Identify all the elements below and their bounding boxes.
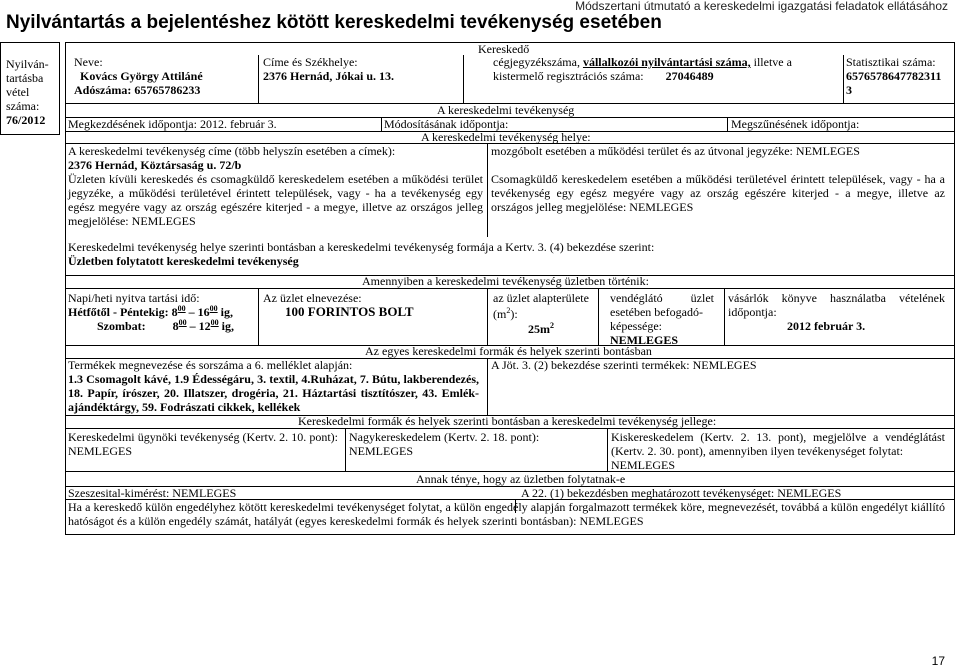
mail-order-text: Csomagküldő kereskedelem esetében a működési területével érintett települések, vagy - ha a tevékenység egy egész megyére vagy az ország egészére kiterjed - a megye, illetve az országos jelleg megjelölése: NEMLEGES	[491, 172, 945, 214]
page-number: 17	[931, 654, 945, 668]
merchant-address: 2376 Hernád, Jókai u. 13.	[263, 69, 395, 83]
retail-activity: Kiskereskedelem (Kertv. 2. 13. pont), megjelölve a vendéglátást (Kertv. 2. 30. pont), amennyiben ilyen tevékenységet folytat: NEMLEGES	[611, 430, 945, 472]
shop-name: 100 FORINTOS BOLT	[285, 304, 414, 319]
document-subtitle: Módszertani útmutató a kereskedelmi igazgatási feladatok ellátásához	[575, 0, 948, 13]
location-address-label: A kereskedelmi tevékenység címe (több helyszín esetében a címek):	[68, 144, 396, 158]
shop-area-value: $25m^2$	[528, 321, 554, 336]
shop-section-title: Amennyiben a kereskedelmi tevékenység üzletben történik:	[362, 274, 649, 288]
agent-activity: Kereskedelmi ügynöki tevékenység (Kertv. 2. 10. pont): NEMLEGES	[68, 430, 338, 458]
document-title: Nyilvántartás a bejelentéshez kötött kereskedelmi tevékenység esetében	[6, 12, 662, 33]
shop-area-label: az üzlet alapterülete $(m^2)$:	[493, 291, 589, 321]
activity-form-value: Üzletben folytatott kereskedelmi tevékenység	[68, 254, 299, 268]
wholesale-activity: Nagykereskedelem (Kertv. 2. 18. pont): NEMLEGES	[349, 430, 540, 458]
activity-end-label: Megszűnésének időpontja:	[731, 117, 860, 131]
mobile-shop-route: mozgóbolt esetében a működési terület és az útvonal jegyzéke: NEMLEGES	[491, 144, 860, 158]
location-section-title: A kereskedelmi tevékenység helye:	[421, 130, 591, 144]
catering-capacity-value: NEMLEGES	[610, 333, 679, 347]
special-permit-text: Ha a kereskedő külön engedélyhez kötött kereskedelmi tevékenységet folytat, a külön engedély alapján forgalmazott termékek köre, megnevezését, továbbá a külön engedélyt kiállító hatóságot és a külön engedély számát, hatályát (egyes kereskedelmi formák és helyek szerinti bontásban): NEMLEGES	[68, 500, 945, 528]
stat-number: 6576578647782311 3	[846, 69, 942, 97]
merchant-tax: Adószáma: 65765786233	[74, 83, 201, 97]
opening-hours-saturday: Szombat: $8^{00} - 12^{00}$ ig,	[97, 318, 235, 333]
registry-number: 76/2012	[6, 113, 46, 127]
complaint-book-label: vásárlók könyve használatba vételének időpontja:	[728, 291, 945, 319]
location-address: 2376 Hernád, Köztársaság u. 72/b	[68, 158, 242, 172]
opening-hours-label: Napi/heti nyitva tartási idő:	[68, 291, 200, 305]
registry-label: Nyilván- tartásba vétel száma: 76/2012	[6, 57, 49, 127]
stat-label: Statisztikai száma:	[846, 55, 936, 69]
activity-start: Megkezdésének időpontja: 2012. február 3.	[68, 117, 277, 131]
product-list: 1.3 Csomagolt kávé, 1.9 Édességáru, 3. textil, 4.Ruházat, 7. Bútu, lakberendezés, 18. Papír, írószer, 20. Illatszer, drogéria, 21. Háztartási tisztítószer, 43. Emlék- ajándéktárgy, 59. Fodrászati cikkek, kellékek	[68, 372, 479, 414]
alcohol-section-title: Annak ténye, hogy az üzletben folytatnak-e	[416, 472, 626, 486]
spirits-serving: Szeszesital-kimérést: NEMLEGES	[68, 486, 237, 500]
merchant-name: Kovács György Attiláné	[80, 69, 203, 83]
merchant-address-label: Címe és Székhelye:	[263, 55, 358, 69]
products-section-title: Az egyes kereskedelmi formák és helyek szerinti bontásban	[365, 344, 652, 358]
activity-section-title: A kereskedelmi tevékenység	[437, 103, 575, 117]
a22-activity: A 22. (1) bekezdésben meghatározott tevékenységet: NEMLEGES	[521, 486, 842, 500]
merchant-section-title: Kereskedő	[478, 42, 530, 56]
character-section-title: Kereskedelmi formák és helyek szerinti bontásban a kereskedelmi tevékenység jellege:	[298, 414, 717, 428]
merchant-registration: cégjegyzékszáma, vállalkozói nyilvántartási száma, illetve a	[493, 55, 792, 69]
activity-modify-label: Módosításának időpontja:	[384, 117, 509, 131]
merchant-registration-number: kistermelő regisztrációs száma: 27046489	[493, 69, 714, 83]
product-list-label: Termékek megnevezése és sorszáma a 6. melléklet alapján:	[68, 358, 353, 372]
catering-capacity-label: vendéglátó üzlet esetében befogadó- képessége: NEMLEGES	[610, 291, 714, 347]
merchant-name-label: Neve:	[74, 55, 103, 69]
shop-name-label: Az üzlet elnevezése:	[263, 291, 362, 305]
opening-hours-weekday: Hétfőtől - Péntekig: $8^{00} - 16^{00}$ ig,	[68, 304, 233, 319]
complaint-book-date: 2012 február 3.	[787, 319, 866, 333]
annex-products: A Jöt. 3. (2) bekezdése szerinti termékek: NEMLEGES	[491, 358, 757, 372]
activity-form-label: Kereskedelmi tevékenység helye szerinti bontásban a kereskedelmi tevékenység formája a Kertv. 3. (4) bekezdése szerint:	[68, 240, 655, 254]
outside-trade-text: Üzleten kívüli kereskedés és csomagküldő kereskedelem esetében a működési terület jegyzéke, a működési területével érintett települések, vagy - ha a tevékenység egy egész megyére vagy az ország egészére kiterjed - a megye, illetve az országos jelleg megjelölése: NEMLEGES	[68, 172, 483, 228]
